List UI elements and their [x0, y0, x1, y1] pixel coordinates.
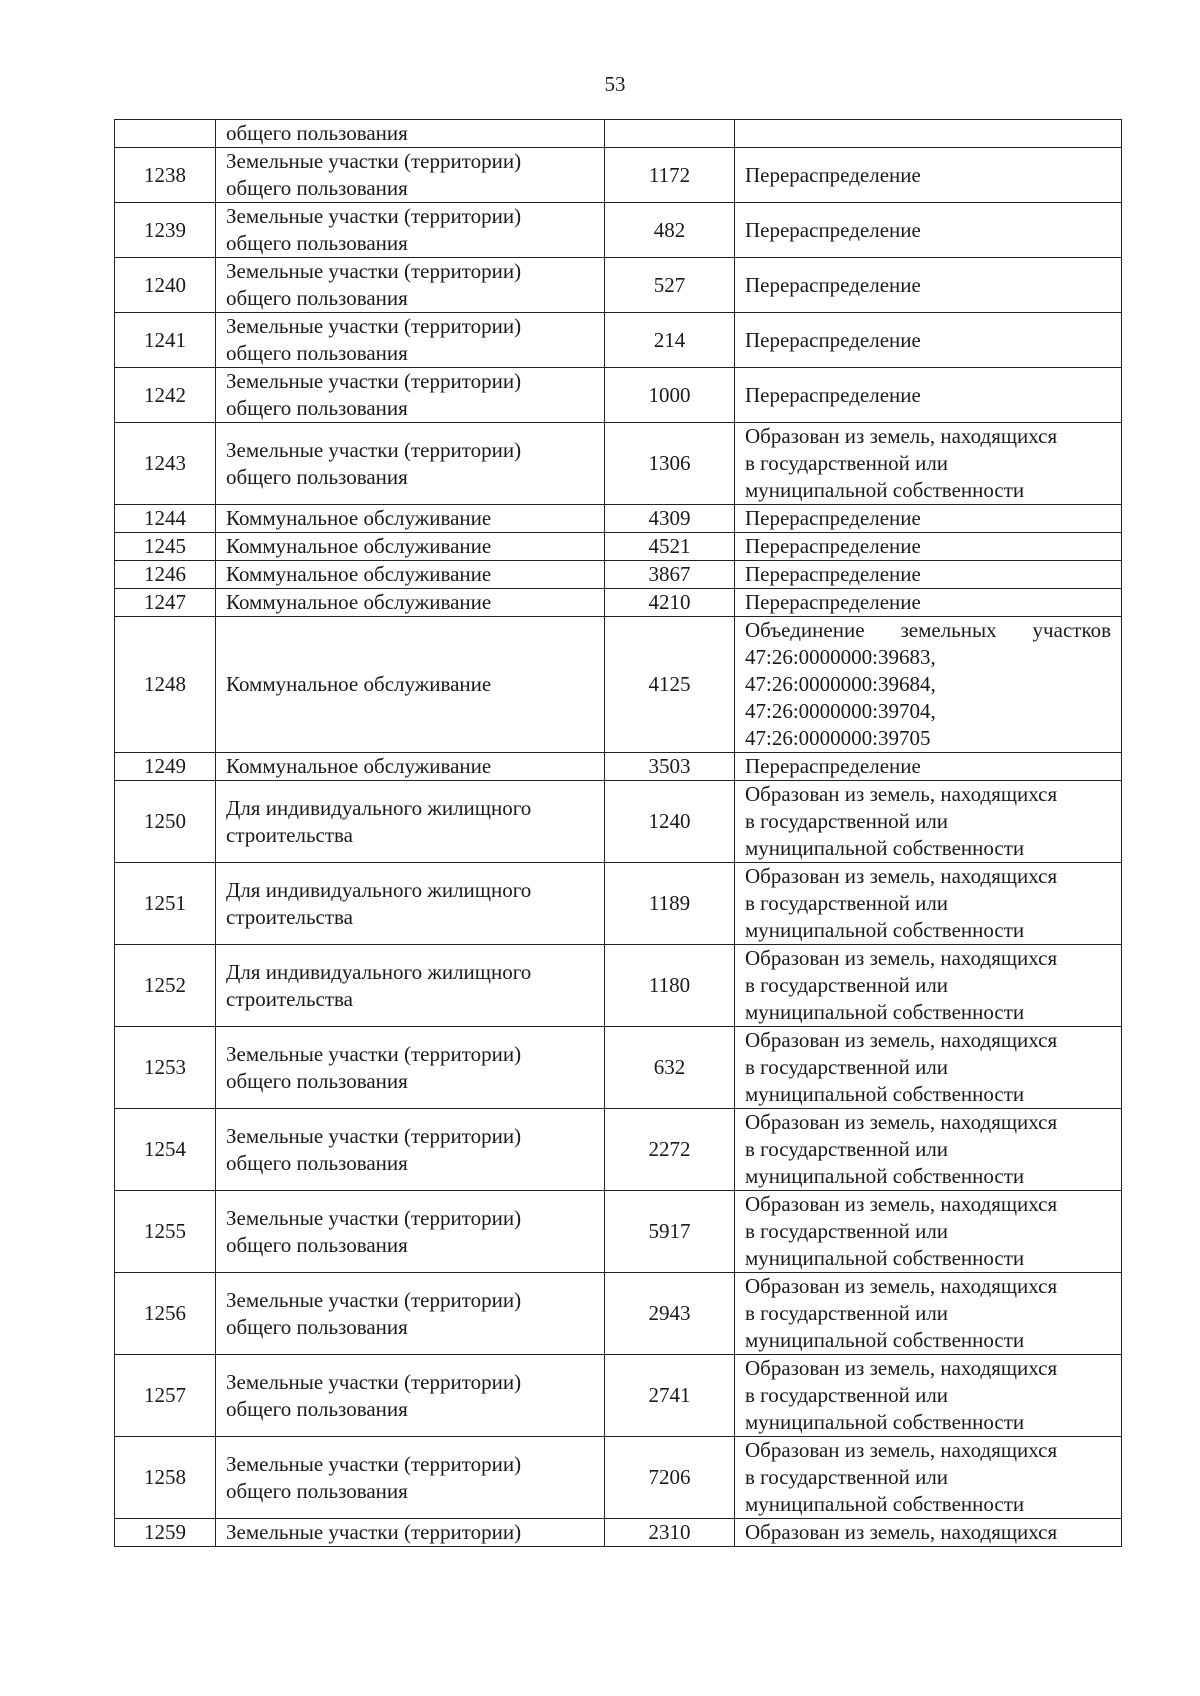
- table-row: [115, 1437, 1122, 1519]
- area-cell: 1172: [605, 148, 735, 203]
- row-number-cell: 1245: [115, 533, 216, 561]
- area-cell: 2741: [605, 1355, 735, 1437]
- area-cell: 4210: [605, 589, 735, 617]
- row-number-cell: 1253: [115, 1027, 216, 1109]
- formation-basis-cell: Перераспределение: [735, 753, 1122, 781]
- land-use-cell: Земельные участки (территории) общего пользования: [216, 148, 605, 203]
- area-cell: 4521: [605, 533, 735, 561]
- table-row: [115, 533, 1122, 561]
- area-cell: 632: [605, 1027, 735, 1109]
- table-row: [115, 505, 1122, 533]
- table-row: [115, 120, 1122, 148]
- land-use-cell: Земельные участки (территории) общего пользования: [216, 368, 605, 423]
- area-cell: 7206: [605, 1437, 735, 1519]
- area-cell: 527: [605, 258, 735, 313]
- land-use-cell: Коммунальное обслуживание: [216, 589, 605, 617]
- area-cell: 3503: [605, 753, 735, 781]
- table-row: [115, 423, 1122, 505]
- formation-basis-cell: Перераспределение: [735, 561, 1122, 589]
- land-use-cell: Земельные участки (территории) общего пользования: [216, 423, 605, 505]
- formation-basis-cell: Перераспределение: [735, 258, 1122, 313]
- table-row: [115, 203, 1122, 258]
- formation-basis-cell: Перераспределение: [735, 148, 1122, 203]
- land-plots-table: [114, 119, 1122, 1547]
- land-use-cell: Коммунальное обслуживание: [216, 533, 605, 561]
- table-row: [115, 1027, 1122, 1109]
- row-number-cell: 1255: [115, 1191, 216, 1273]
- row-number-cell: 1242: [115, 368, 216, 423]
- land-use-cell: Земельные участки (территории) общего пользования: [216, 1437, 605, 1519]
- page-number: 53: [604, 72, 626, 96]
- land-use-cell: Коммунальное обслуживание: [216, 753, 605, 781]
- row-number-cell: 1239: [115, 203, 216, 258]
- formation-basis-cell: [735, 120, 1122, 148]
- land-use-cell: Коммунальное обслуживание: [216, 561, 605, 589]
- row-number-cell: 1238: [115, 148, 216, 203]
- area-cell: 4125: [605, 617, 735, 753]
- land-use-cell: Земельные участки (территории) общего пользования: [216, 258, 605, 313]
- formation-basis-cell: Образован из земель, находящихся в государственной или муниципальной собственности: [735, 863, 1122, 945]
- area-cell: 4309: [605, 505, 735, 533]
- row-number-cell: 1252: [115, 945, 216, 1027]
- table-row: [115, 589, 1122, 617]
- row-number-cell: 1250: [115, 781, 216, 863]
- row-number-cell: 1243: [115, 423, 216, 505]
- land-use-cell: Земельные участки (территории) общего пользования: [216, 313, 605, 368]
- table-row: [115, 1109, 1122, 1191]
- row-number-cell: 1251: [115, 863, 216, 945]
- row-number-cell: 1256: [115, 1273, 216, 1355]
- area-cell: 2310: [605, 1519, 735, 1547]
- row-number-cell: [115, 120, 216, 148]
- formation-basis-cell: Образован из земель, находящихся в государственной или муниципальной собственности: [735, 1437, 1122, 1519]
- land-use-cell: Земельные участки (территории) общего пользования: [216, 1355, 605, 1437]
- table-row: [115, 753, 1122, 781]
- area-cell: 2943: [605, 1273, 735, 1355]
- formation-basis-cell: Образован из земель, находящихся в государственной или муниципальной собственности: [735, 1191, 1122, 1273]
- formation-basis-cell: Образован из земель, находящихся в государственной или муниципальной собственности: [735, 1027, 1122, 1109]
- table-row: [115, 1355, 1122, 1437]
- area-cell: 2272: [605, 1109, 735, 1191]
- formation-basis-cell: Образован из земель, находящихся в государственной или муниципальной собственности: [735, 945, 1122, 1027]
- row-number-cell: 1249: [115, 753, 216, 781]
- area-cell: [605, 120, 735, 148]
- table-row: [115, 945, 1122, 1027]
- table-row: [115, 1273, 1122, 1355]
- table-body: [115, 120, 1122, 1547]
- row-number-cell: 1241: [115, 313, 216, 368]
- area-cell: 3867: [605, 561, 735, 589]
- table-row: [115, 781, 1122, 863]
- row-number-cell: 1247: [115, 589, 216, 617]
- land-use-cell: Для индивидуального жилищного строительства: [216, 781, 605, 863]
- formation-basis-cell: Перераспределение: [735, 368, 1122, 423]
- table-row: [115, 1519, 1122, 1547]
- land-use-cell: Земельные участки (территории) общего пользования: [216, 1027, 605, 1109]
- land-use-cell: Земельные участки (территории): [216, 1519, 605, 1547]
- row-number-cell: 1246: [115, 561, 216, 589]
- row-number-cell: 1258: [115, 1437, 216, 1519]
- land-use-cell: общего пользования: [216, 120, 605, 148]
- formation-basis-cell: Перераспределение: [735, 203, 1122, 258]
- formation-basis-cell: Объединение земельных участков 47:26:0000000:39683, 47:26:0000000:39684, 47:26:0000000:39704, 47:26:0000000:39705: [735, 617, 1122, 753]
- row-number-cell: 1240: [115, 258, 216, 313]
- table-row: [115, 258, 1122, 313]
- formation-basis-cell: Образован из земель, находящихся в государственной или муниципальной собственности: [735, 1355, 1122, 1437]
- table-row: [115, 561, 1122, 589]
- area-cell: 214: [605, 313, 735, 368]
- table-row: [115, 313, 1122, 368]
- formation-basis-cell: Образован из земель, находящихся в государственной или муниципальной собственности: [735, 423, 1122, 505]
- land-use-cell: Для индивидуального жилищного строительства: [216, 863, 605, 945]
- area-cell: 1000: [605, 368, 735, 423]
- area-cell: 5917: [605, 1191, 735, 1273]
- area-cell: 1180: [605, 945, 735, 1027]
- area-cell: 1240: [605, 781, 735, 863]
- table-row: [115, 1191, 1122, 1273]
- formation-basis-cell: Образован из земель, находящихся в государственной или муниципальной собственности: [735, 1273, 1122, 1355]
- area-cell: 1189: [605, 863, 735, 945]
- formation-basis-cell: Перераспределение: [735, 313, 1122, 368]
- land-use-cell: Земельные участки (территории) общего пользования: [216, 1273, 605, 1355]
- row-number-cell: 1248: [115, 617, 216, 753]
- formation-basis-cell: Образован из земель, находящихся в государственной или муниципальной собственности: [735, 1109, 1122, 1191]
- table-row: [115, 148, 1122, 203]
- land-use-cell: Коммунальное обслуживание: [216, 505, 605, 533]
- land-use-cell: Земельные участки (территории) общего пользования: [216, 1191, 605, 1273]
- formation-basis-cell: Перераспределение: [735, 589, 1122, 617]
- formation-basis-cell: Перераспределение: [735, 505, 1122, 533]
- land-use-cell: Коммунальное обслуживание: [216, 617, 605, 753]
- formation-basis-cell: Образован из земель, находящихся: [735, 1519, 1122, 1547]
- land-use-cell: Земельные участки (территории) общего пользования: [216, 1109, 605, 1191]
- table-row: [115, 863, 1122, 945]
- row-number-cell: 1259: [115, 1519, 216, 1547]
- land-use-cell: Для индивидуального жилищного строительства: [216, 945, 605, 1027]
- table-row: [115, 617, 1122, 753]
- row-number-cell: 1254: [115, 1109, 216, 1191]
- row-number-cell: 1244: [115, 505, 216, 533]
- formation-basis-cell: Перераспределение: [735, 533, 1122, 561]
- table-row: [115, 368, 1122, 423]
- row-number-cell: 1257: [115, 1355, 216, 1437]
- land-use-cell: Земельные участки (территории) общего пользования: [216, 203, 605, 258]
- area-cell: 482: [605, 203, 735, 258]
- area-cell: 1306: [605, 423, 735, 505]
- formation-basis-cell: Образован из земель, находящихся в государственной или муниципальной собственности: [735, 781, 1122, 863]
